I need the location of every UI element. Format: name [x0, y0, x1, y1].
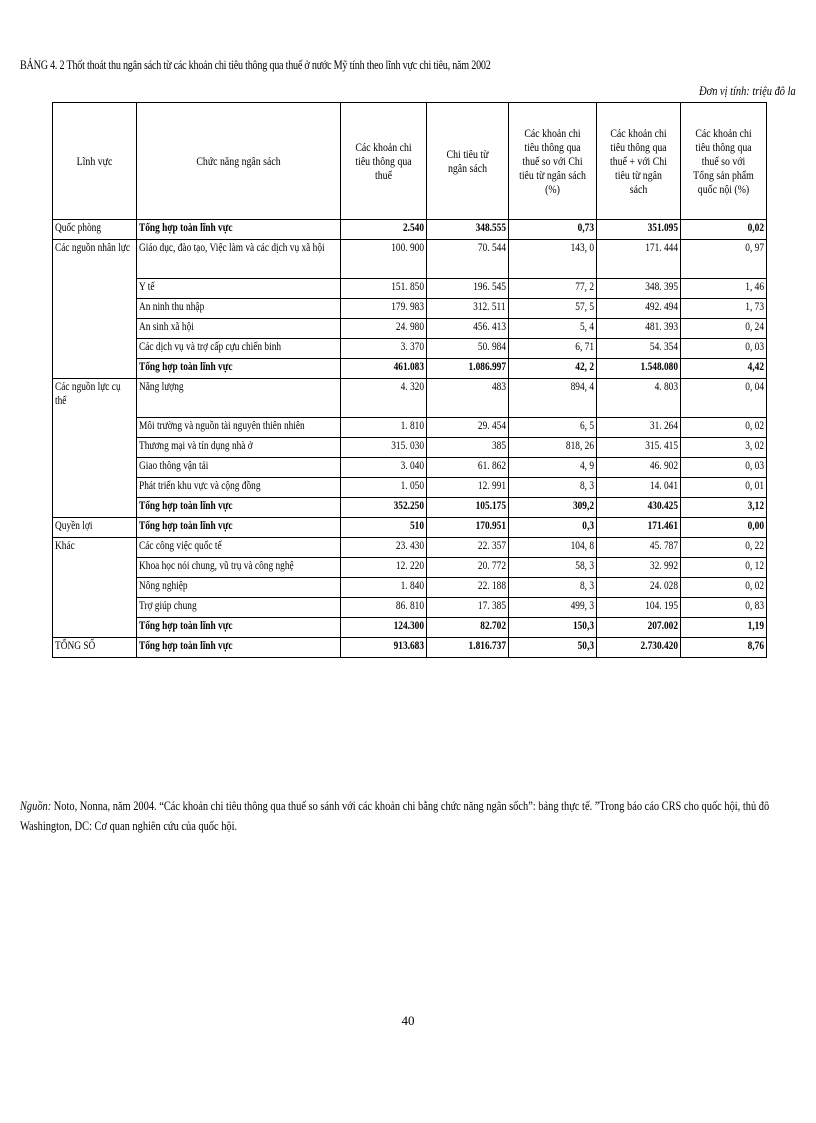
table-row [53, 279, 767, 299]
cell-sector [53, 438, 137, 458]
table-row [53, 438, 767, 458]
cell-sum: 315. 415 [597, 438, 681, 458]
cell-tax-expenditure: 1. 810 [341, 418, 427, 438]
cell-function: Các dịch vụ và trợ cấp cựu chiến binh [137, 339, 341, 359]
cell-ratio-gdp: 3, 02 [681, 438, 767, 458]
cell-sum: 171. 444 [597, 240, 681, 279]
cell-sum: 348. 395 [597, 279, 681, 299]
cell-budget-spending: 29. 454 [427, 418, 509, 438]
cell-sector [53, 418, 137, 438]
cell-ratio-gdp: 0, 22 [681, 538, 767, 558]
cell-budget-spending: 82.702 [427, 618, 509, 638]
cell-budget-spending: 50. 984 [427, 339, 509, 359]
cell-tax-expenditure: 315. 030 [341, 438, 427, 458]
cell-sector: TỔNG SỐ [53, 638, 137, 658]
cell-budget-spending: 196. 545 [427, 279, 509, 299]
cell-tax-expenditure: 510 [341, 518, 427, 538]
table-row [53, 638, 767, 658]
cell-sum: 31. 264 [597, 418, 681, 438]
cell-ratio-budget: 6, 71 [509, 339, 597, 359]
cell-ratio-budget: 50,3 [509, 638, 597, 658]
cell-ratio-gdp: 0, 83 [681, 598, 767, 618]
cell-ratio-budget: 309,2 [509, 498, 597, 518]
cell-ratio-budget: 4, 9 [509, 458, 597, 478]
table-title: BẢNG 4. 2 Thốt thoát thu ngân sách từ các khoản chi tiêu thông qua thuế ở nước Mỹ tính theo lĩnh vực chi tiêu, năm 2002 [20, 57, 491, 72]
cell-sector [53, 458, 137, 478]
cell-ratio-budget: 77, 2 [509, 279, 597, 299]
cell-sum: 351.095 [597, 220, 681, 240]
cell-budget-spending: 1.816.737 [427, 638, 509, 658]
cell-ratio-gdp: 0, 97 [681, 240, 767, 279]
cell-ratio-gdp: 8,76 [681, 638, 767, 658]
header-sum: Các khoản chi tiêu thông qua thuế + với Chi tiêu từ ngân sách [597, 103, 681, 220]
cell-tax-expenditure: 2.540 [341, 220, 427, 240]
cell-sector [53, 299, 137, 319]
cell-sum: 1.548.080 [597, 359, 681, 379]
cell-sector: Quốc phòng [53, 220, 137, 240]
cell-ratio-gdp: 0, 01 [681, 478, 767, 498]
cell-ratio-budget: 894, 4 [509, 379, 597, 418]
cell-sector [53, 618, 137, 638]
cell-function: An sinh xã hội [137, 319, 341, 339]
cell-sum: 32. 992 [597, 558, 681, 578]
cell-sum: 24. 028 [597, 578, 681, 598]
table-row [53, 478, 767, 498]
table-row [53, 339, 767, 359]
cell-budget-spending: 17. 385 [427, 598, 509, 618]
table-body [53, 220, 767, 658]
cell-tax-expenditure: 4. 320 [341, 379, 427, 418]
table-row [53, 618, 767, 638]
cell-tax-expenditure: 24. 980 [341, 319, 427, 339]
cell-tax-expenditure: 461.083 [341, 359, 427, 379]
unit-note: Đơn vị tính: triệu đô la [699, 83, 796, 98]
cell-sector [53, 598, 137, 618]
cell-ratio-budget: 150,3 [509, 618, 597, 638]
cell-sector [53, 478, 137, 498]
cell-sector: Các nguồn lực cụ thể [53, 379, 137, 418]
table-row [53, 220, 767, 240]
source-label: Nguồn: [20, 798, 52, 813]
cell-sector: Các nguồn nhân lực [53, 240, 137, 279]
cell-sum: 430.425 [597, 498, 681, 518]
cell-ratio-gdp: 0, 04 [681, 379, 767, 418]
cell-ratio-gdp: 0, 24 [681, 319, 767, 339]
cell-ratio-gdp: 0,00 [681, 518, 767, 538]
cell-sector [53, 498, 137, 518]
table-row [53, 418, 767, 438]
cell-function: Trợ giúp chung [137, 598, 341, 618]
table-row [53, 458, 767, 478]
cell-sector [53, 339, 137, 359]
cell-function: Môi trường và nguồn tài nguyên thiên nhiên [137, 418, 341, 438]
cell-sector: Khác [53, 538, 137, 558]
header-tax-expenditure: Các khoản chi tiêu thông qua thuế [341, 103, 427, 220]
header-budget-spending: Chi tiêu từ ngân sách [427, 103, 509, 220]
cell-function: Y tế [137, 279, 341, 299]
cell-tax-expenditure: 3. 370 [341, 339, 427, 359]
cell-ratio-gdp: 0, 03 [681, 339, 767, 359]
cell-sum: 207.002 [597, 618, 681, 638]
cell-tax-expenditure: 12. 220 [341, 558, 427, 578]
cell-sum: 171.461 [597, 518, 681, 538]
cell-tax-expenditure: 86. 810 [341, 598, 427, 618]
cell-budget-spending: 61. 862 [427, 458, 509, 478]
cell-tax-expenditure: 23. 430 [341, 538, 427, 558]
header-function: Chức năng ngân sách [137, 103, 341, 220]
cell-ratio-gdp: 1, 73 [681, 299, 767, 319]
cell-ratio-gdp: 1,19 [681, 618, 767, 638]
cell-function: Tổng hợp toàn lĩnh vực [137, 220, 341, 240]
cell-ratio-budget: 57, 5 [509, 299, 597, 319]
cell-function: Thương mại và tín dụng nhà ở [137, 438, 341, 458]
cell-function: Tổng hợp toàn lĩnh vực [137, 518, 341, 538]
cell-ratio-budget: 104, 8 [509, 538, 597, 558]
cell-function: Các công việc quốc tế [137, 538, 341, 558]
cell-tax-expenditure: 151. 850 [341, 279, 427, 299]
cell-ratio-budget: 818, 26 [509, 438, 597, 458]
table-row [53, 299, 767, 319]
cell-ratio-budget: 0,73 [509, 220, 597, 240]
cell-ratio-gdp: 0, 03 [681, 458, 767, 478]
cell-tax-expenditure: 3. 040 [341, 458, 427, 478]
table-row [53, 518, 767, 538]
cell-function: Khoa học nói chung, vũ trụ và công nghệ [137, 558, 341, 578]
table-row [53, 598, 767, 618]
cell-ratio-budget: 5, 4 [509, 319, 597, 339]
cell-tax-expenditure: 1. 050 [341, 478, 427, 498]
cell-ratio-budget: 8, 3 [509, 578, 597, 598]
table-row [53, 498, 767, 518]
cell-sector [53, 279, 137, 299]
cell-ratio-gdp: 3,12 [681, 498, 767, 518]
cell-budget-spending: 22. 188 [427, 578, 509, 598]
cell-budget-spending: 1.086.997 [427, 359, 509, 379]
cell-sum: 46. 902 [597, 458, 681, 478]
cell-ratio-budget: 6, 5 [509, 418, 597, 438]
cell-budget-spending: 456. 413 [427, 319, 509, 339]
table-row [53, 538, 767, 558]
header-ratio-budget: Các khoản chi tiêu thông qua thuế so với Chi tiêu từ ngân sách (%) [509, 103, 597, 220]
table-row [53, 240, 767, 279]
cell-ratio-gdp: 4,42 [681, 359, 767, 379]
cell-tax-expenditure: 179. 983 [341, 299, 427, 319]
cell-ratio-budget: 499, 3 [509, 598, 597, 618]
cell-sum: 45. 787 [597, 538, 681, 558]
cell-ratio-budget: 42, 2 [509, 359, 597, 379]
cell-ratio-budget: 58, 3 [509, 558, 597, 578]
cell-budget-spending: 312. 511 [427, 299, 509, 319]
cell-budget-spending: 12. 991 [427, 478, 509, 498]
cell-function: Tổng hợp toàn lĩnh vực [137, 359, 341, 379]
cell-function: Giao thông vận tải [137, 458, 341, 478]
cell-function: Năng lượng [137, 379, 341, 418]
table-row [53, 379, 767, 418]
table-row [53, 319, 767, 339]
cell-tax-expenditure: 100. 900 [341, 240, 427, 279]
cell-function: Tổng hợp toàn lĩnh vực [137, 618, 341, 638]
data-table [52, 102, 767, 658]
table-row [53, 558, 767, 578]
cell-ratio-gdp: 0, 02 [681, 578, 767, 598]
cell-sum: 54. 354 [597, 339, 681, 359]
cell-budget-spending: 22. 357 [427, 538, 509, 558]
cell-budget-spending: 348.555 [427, 220, 509, 240]
cell-tax-expenditure: 352.250 [341, 498, 427, 518]
header-ratio-gdp: Các khoản chi tiêu thông qua thuế so với Tổng sản phẩm quốc nội (%) [681, 103, 767, 220]
cell-budget-spending: 20. 772 [427, 558, 509, 578]
cell-budget-spending: 70. 544 [427, 240, 509, 279]
cell-sector [53, 578, 137, 598]
cell-sum: 481. 393 [597, 319, 681, 339]
cell-ratio-gdp: 1, 46 [681, 279, 767, 299]
cell-budget-spending: 483 [427, 379, 509, 418]
cell-sum: 492. 494 [597, 299, 681, 319]
cell-ratio-budget: 143, 0 [509, 240, 597, 279]
cell-function: Tổng hợp toàn lĩnh vực [137, 498, 341, 518]
cell-ratio-gdp: 0, 02 [681, 418, 767, 438]
cell-budget-spending: 105.175 [427, 498, 509, 518]
cell-budget-spending: 170.951 [427, 518, 509, 538]
table-row [53, 359, 767, 379]
cell-sector [53, 319, 137, 339]
cell-budget-spending: 385 [427, 438, 509, 458]
cell-tax-expenditure: 913.683 [341, 638, 427, 658]
cell-sum: 104. 195 [597, 598, 681, 618]
cell-sector [53, 558, 137, 578]
source-text: Noto, Nonna, năm 2004. “Các khoản chi tiêu thông qua thuế so sánh với các khoản chi bằng chức năng ngân sốch”: bảng thực tế. ”Trong báo cáo CRS cho quốc hội, thủ đô Washington, DC: Cơ quan nghiên cứu của quốc hội. [20, 798, 770, 833]
cell-function: Phát triển khu vực và cộng đồng [137, 478, 341, 498]
cell-function: An ninh thu nhập [137, 299, 341, 319]
cell-ratio-budget: 0,3 [509, 518, 597, 538]
cell-tax-expenditure: 124.300 [341, 618, 427, 638]
page-number: 40 [401, 1013, 415, 1028]
cell-tax-expenditure: 1. 840 [341, 578, 427, 598]
cell-ratio-budget: 8, 3 [509, 478, 597, 498]
table-row [53, 578, 767, 598]
cell-sum: 2.730.420 [597, 638, 681, 658]
cell-sector [53, 359, 137, 379]
cell-ratio-gdp: 0,02 [681, 220, 767, 240]
cell-function: Giáo dục, đào tạo, Việc làm và các dịch vụ xã hội [137, 240, 341, 279]
cell-function: Tổng hợp toàn lĩnh vực [137, 638, 341, 658]
cell-ratio-gdp: 0, 12 [681, 558, 767, 578]
cell-function: Nông nghiệp [137, 578, 341, 598]
header-row [53, 103, 767, 220]
header-sector: Lĩnh vực [53, 103, 137, 220]
cell-sum: 14. 041 [597, 478, 681, 498]
cell-sum: 4. 803 [597, 379, 681, 418]
cell-sector: Quyền lợi [53, 518, 137, 538]
source-note [20, 796, 796, 836]
